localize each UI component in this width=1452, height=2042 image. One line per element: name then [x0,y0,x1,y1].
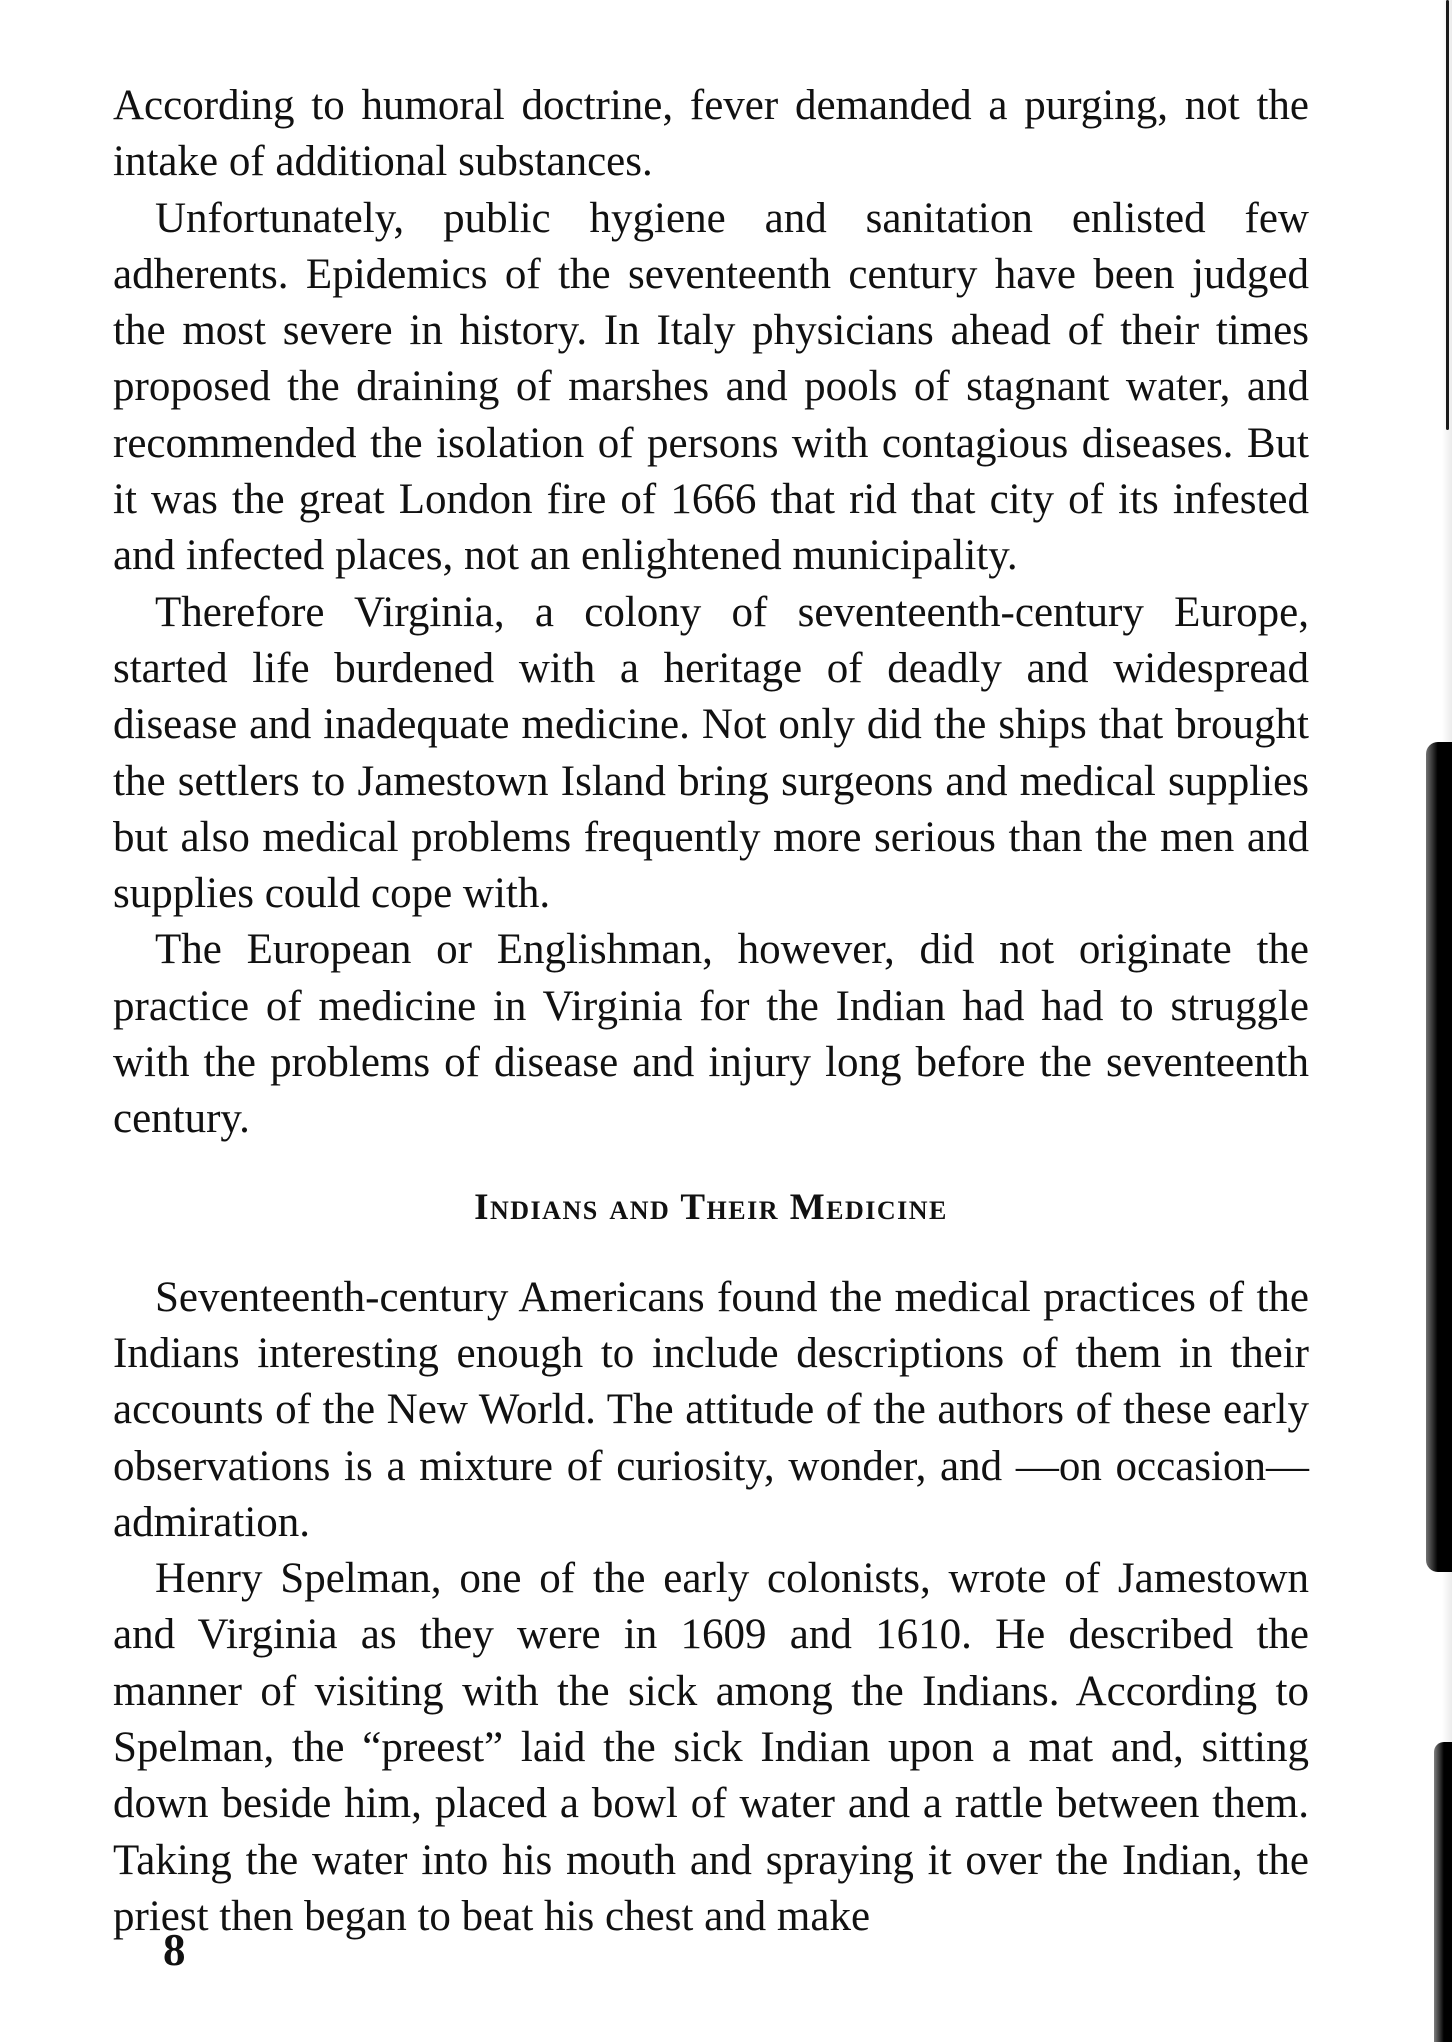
paragraph-virginia-colony: Therefore Virginia, a colony of seventeenth-century Europe, started life burdened with a heritage of deadly and widespread disease and inadequate medicine. Not only did the ships that brought the settlers to Jamestown Island bring surgeons and medical supplies but also medical problems frequently more serious than the men and supplies could cope with. [113,588,1309,918]
binding-edge-line [1446,0,1449,430]
binding-edge-shadow-bottom [1434,1742,1452,2042]
paragraph-henry-spelman: Henry Spelman, one of the early colonists, wrote of Jamestown and Virginia as they were in 1609 and 1610. He described the manner of visiting with the sick among the Indians. According to Spelman, the “preest” laid the sick Indian upon a mat and, sitting down beside him, placed a bowl of water and a rattle between them. Taking the water into his mouth and spraying it over the Indian, the priest then began to beat his chest and make [113,1555,1309,1940]
paragraph-humoral-doctrine: According to humoral doctrine, fever demanded a purging, not the intake of additional substances. [113,82,1309,186]
section-heading: Indians and Their Medicine [474,1186,948,1228]
page-number: 8 [163,1925,186,1975]
paragraph-european-practice: The European or Englishman, however, did not originate the practice of medicine in Virginia for the Indian had had to struggle with the problems of disease and injury long before the seventeenth century. [113,926,1309,1143]
paragraph-seventeenth-century-americans: Seventeenth-century Americans found the medical practices of the Indians interesting enough to include descriptions of them in their accounts of the New World. The attitude of the authors of these early observations is a mixture of curiosity, wonder, and —on occasion—admiration. [113,1273,1309,1546]
body-text [113,78,1309,1945]
paragraph-public-hygiene: Unfortunately, public hygiene and sanitation enlisted few adherents. Epidemics of the seventeenth century have been judged the most severe in history. In Italy physicians ahead of their times proposed the draining of marshes and pools of stagnant water, and recommended the isolation of persons with contagious diseases. But it was the great London fire of 1666 that rid that city of its infested and infected places, not an enlightened municipality. [113,194,1309,580]
binding-edge-shadow-middle [1426,742,1452,1572]
